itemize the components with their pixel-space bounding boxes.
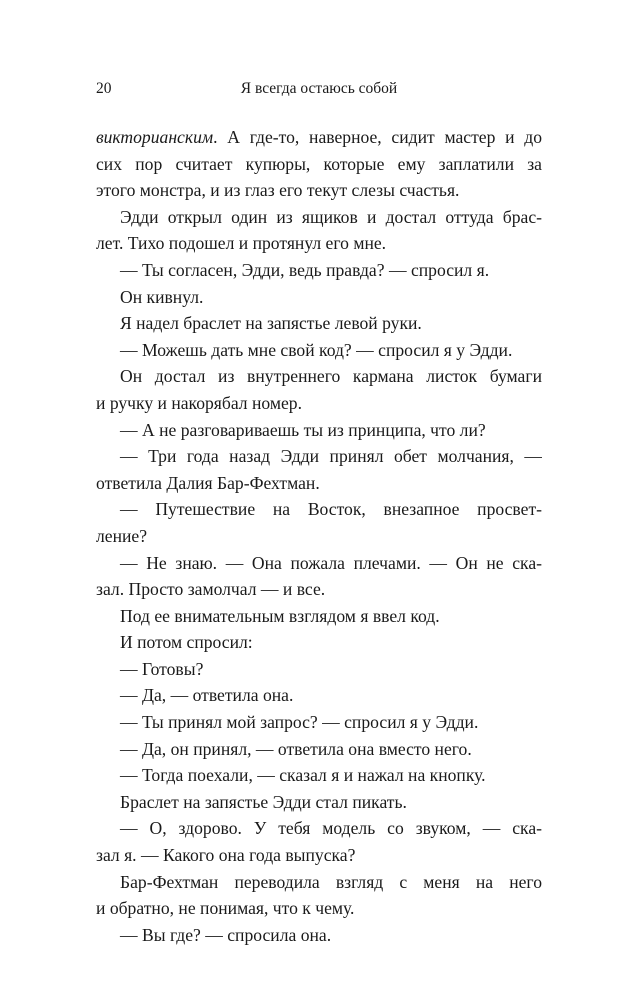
text-line <box>96 709 542 736</box>
line-text: — Тогда поехали, — сказал я и нажал на кнопку. <box>120 765 486 786</box>
text-line <box>96 576 542 603</box>
text-line <box>96 204 542 231</box>
line-text: . А где-то, наверное, сидит мастер и до <box>213 127 542 147</box>
text-line <box>96 443 542 470</box>
text-line <box>96 363 542 390</box>
text-line <box>96 257 542 284</box>
line-text: — Вы где? — спросила она. <box>120 924 332 945</box>
text-line <box>96 682 542 709</box>
line-text: и обратно, не понимая, что к чему. <box>96 898 355 919</box>
text-line <box>96 736 542 763</box>
text-line <box>96 470 542 497</box>
line-text: — А не разговариваешь ты из принципа, что ли? <box>120 419 486 440</box>
text-line <box>96 523 542 550</box>
line-text: — Да, — ответила она. <box>120 685 294 706</box>
text-line <box>96 789 542 816</box>
line-text: — О, здорово. У тебя модель со звуком, — ска- <box>120 818 542 839</box>
text-line <box>96 230 542 257</box>
text-line <box>96 124 542 151</box>
line-text: — Три года назад Эдди принял обет молчания, — <box>120 446 542 467</box>
italic-word: викторианским <box>96 127 214 147</box>
line-text: этого монстра, и из глаз его текут слезы счастья. <box>96 180 460 201</box>
text-line <box>96 869 542 896</box>
line-text: зал я. — Какого она года выпуска? <box>96 845 356 866</box>
line-text: — Да, он принял, — ответила она вместо него. <box>120 738 472 759</box>
running-title: Я всегда остаюсь собой <box>240 80 398 97</box>
text-line <box>96 656 542 683</box>
body-text <box>96 124 542 948</box>
line-text: Он кивнул. <box>120 286 204 307</box>
line-text: Я надел браслет на запястье левой руки. <box>120 313 422 334</box>
text-line <box>96 629 542 656</box>
line-text: — Можешь дать мне свой код? — спросил я у Эдди. <box>120 339 513 360</box>
text-line <box>96 390 542 417</box>
text-line <box>96 177 542 204</box>
line-text: Под ее внимательным взглядом я ввел код. <box>120 605 440 626</box>
line-text: Он достал из внутреннего кармана листок бумаги <box>120 366 542 387</box>
line-text: Браслет на запястье Эдди стал пикать. <box>120 791 407 812</box>
line-text: — Не знаю. — Она пожала плечами. — Он не ска- <box>120 552 542 573</box>
page-number: 20 <box>96 80 112 97</box>
line-text: зал. Просто замолчал — и все. <box>96 579 326 600</box>
page-header <box>96 80 542 102</box>
text-line <box>96 550 542 577</box>
text-line <box>96 815 542 842</box>
text-line <box>96 762 542 789</box>
text-line <box>96 922 542 949</box>
line-text: лет. Тихо подошел и протянул его мне. <box>96 233 387 254</box>
line-text: Бар-Фехтман переводила взгляд с меня на него <box>120 871 542 892</box>
line-text: — Готовы? <box>120 658 204 679</box>
line-text: и ручку и накорябал номер. <box>96 392 303 413</box>
line-text: ответила Далия Бар-Фехтман. <box>96 472 320 493</box>
text-line <box>96 417 542 444</box>
text-line <box>96 284 542 311</box>
line-text: ление? <box>96 525 148 546</box>
line-text: Эдди открыл один из ящиков и достал оттуда брас- <box>120 206 542 227</box>
text-line <box>96 496 542 523</box>
text-line <box>96 337 542 364</box>
text-line <box>96 603 542 630</box>
line-text: И потом спросил: <box>120 632 253 653</box>
line-text: — Ты согласен, Эдди, ведь правда? — спросил я. <box>120 259 490 280</box>
line-text: — Путешествие на Восток, внезапное просвет- <box>120 499 542 520</box>
text-line <box>96 842 542 869</box>
text-line <box>96 151 542 178</box>
line-text: — Ты принял мой запрос? — спросил я у Эдди. <box>120 712 479 733</box>
line-text: сих пор считает купюры, которые ему заплатили за <box>96 153 542 174</box>
text-line <box>96 895 542 922</box>
text-line <box>96 310 542 337</box>
